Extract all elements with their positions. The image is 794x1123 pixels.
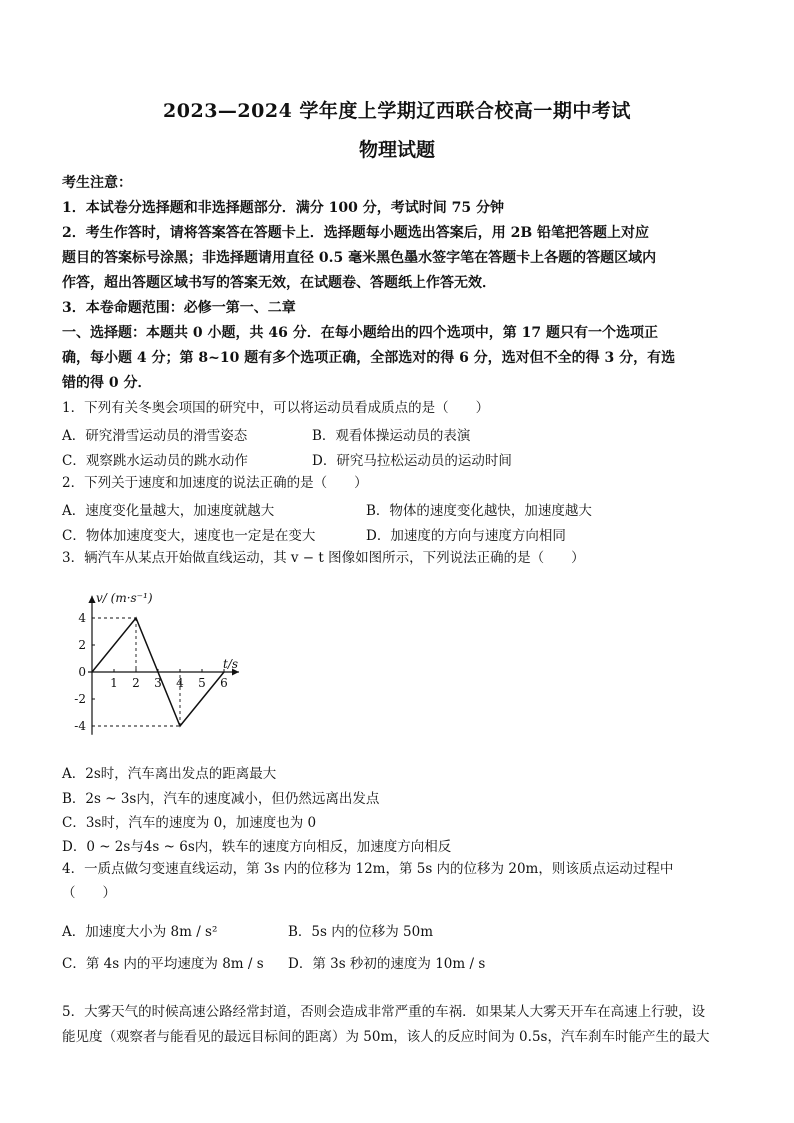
x-tick-label: 2: [132, 676, 140, 690]
q2-option-c: C．物体加速度变大，速度也一定是在变大: [62, 528, 316, 544]
q2-option-a: A．速度变化量越大，加速度就越大: [62, 503, 275, 519]
y-tick-label: -4: [74, 719, 86, 733]
section-1-line-3: 错的得 0 分．: [62, 375, 152, 391]
x-tick-label: 5: [198, 676, 206, 690]
q4-option-d: D．第 3s 秒初的速度为 10m / s: [288, 956, 486, 972]
q4-option-c: C．第 4s 内的平均速度为 8m / s: [62, 956, 264, 972]
section-1-line-2: 确，每小题 4 分；第 8~10 题有多个选项正确，全部选对的得 6 分，选对但不全的得 3 分，有选: [62, 350, 676, 366]
q1-option-a: A．研究滑雪运动员的滑雪姿态: [62, 428, 248, 444]
x-axis-label: t/s: [223, 657, 239, 671]
q5-line-2: 能见度（观察者与能看见的最远目标间的距离）为 50m，该人的反应时间为 0.5s，汽车刹车时能产生的最大: [62, 1029, 710, 1045]
x-tick-label: 3: [154, 676, 162, 690]
q1-stem: 1．下列有关冬奥会项国的研究中，可以将运动员看成质点的是（ ）: [62, 400, 490, 416]
q3-option-d: D．0 ~ 2s与4s ~ 6s内，轶车的速度方向相反，加速度方向相反: [62, 839, 452, 855]
y-tick-label: 4: [78, 611, 86, 625]
q4-stem-line-2: （ ）: [62, 885, 116, 901]
notice-item-2-line-1: 2．考生作答时，请将答案答在答题卡上．选择题每小题选出答案后，用 2B 铅笔把答题上对应: [62, 225, 650, 241]
q1-option-c: C．观察跳水运动员的跳水动作: [62, 453, 248, 469]
notice-item-2-line-3: 作答，超出答题区域书写的答案无效，在试题卷、答题纸上作答无效．: [62, 275, 496, 291]
q3-option-c: C．3s时，汽车的速度为 0，加速度也为 0: [62, 815, 317, 831]
exam-subtitle: 物理试题: [358, 139, 435, 161]
q3-stem: 3．辆汽车从某点开始做直线运动，其 v − t 图像如图所示，下列说法正确的是（ ）: [62, 550, 585, 566]
vt-chart: [62, 578, 282, 746]
x-tick-label: 6: [220, 676, 228, 690]
x-tick-label: 1: [110, 676, 118, 690]
notice-heading: 考生注意：: [62, 175, 132, 191]
q4-option-a: A．加速度大小为 8m / s²: [62, 924, 218, 940]
q5-line-1: 5．大雾天气的时候高速公路经常封道，否则会造成非常严重的车祸．如果某人大雾天开车在高速上行驶，设: [62, 1004, 706, 1020]
notice-item-2-line-2: 题目的答案标号涂黑；非选择题请用直径 0.5 毫米黑色墨水签字笔在答题卡上各题的答题区域内: [62, 250, 657, 266]
q2-option-b: B．物体的速度变化越快，加速度越大: [366, 503, 592, 519]
q2-stem: 2．下列关于速度和加速度的说法正确的是（ ）: [62, 475, 368, 491]
q1-option-d: D．研究马拉松运动员的运动时间: [312, 453, 512, 469]
q2-option-d: D．加速度的方向与速度方向相同: [366, 528, 566, 544]
y-tick-label: 2: [78, 638, 86, 652]
y-tick-label: -2: [74, 692, 86, 706]
q4-stem-line-1: 4．一质点做匀变速直线运动，第 3s 内的位移为 12m，第 5s 内的位移为 20m，则该质点运动过程中: [62, 861, 674, 877]
y-axis-label: v/ (m·s⁻¹): [96, 590, 153, 605]
q1-option-b: B．观看体操运动员的表演: [312, 428, 471, 444]
section-1-line-1: 一、选择题：本题共 0 小题，共 46 分．在每小题给出的四个选项中，第 17 题只有一个选项正: [62, 325, 658, 341]
x-tick-label: 4: [176, 676, 184, 690]
q3-option-a: A．2s时，汽车离出发点的距离最大: [62, 766, 277, 782]
exam-title: 2023—2024 学年度上学期辽西联合校高一期中考试: [163, 100, 631, 122]
q4-option-b: B．5s 内的位移为 50m: [288, 924, 433, 940]
notice-item-3: 3．本卷命题范围：必修一第一、二章: [62, 300, 296, 316]
y-tick-label: 0: [78, 665, 86, 679]
notice-item-1: 1．本试卷分选择题和非选择题部分．满分 100 分，考试时间 75 分钟: [62, 200, 504, 216]
q3-option-b: B．2s ~ 3s内，汽车的速度减小，但仍然远离出发点: [62, 791, 380, 807]
